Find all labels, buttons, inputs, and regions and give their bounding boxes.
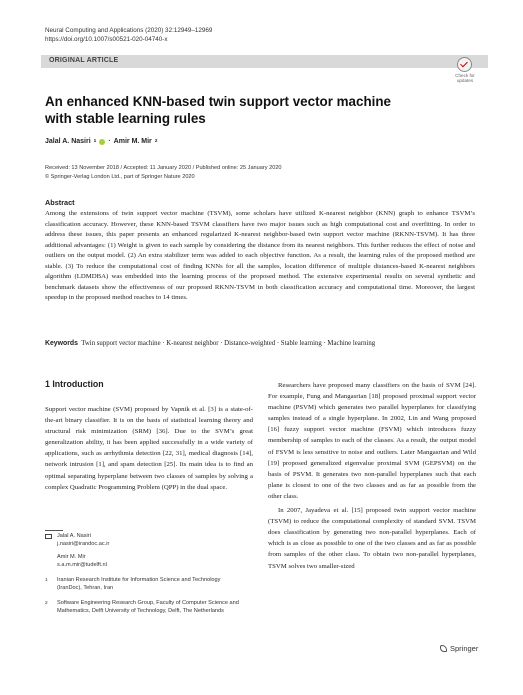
contact-name-2: Amir M. Mir xyxy=(57,554,86,560)
affiliation-1: Iranian Research Institute for Information Science and Technology (IranDoc), Tehran, Iran xyxy=(57,577,221,591)
abstract-text: Among the extensions of twin support vector machine (TSVM), some scholars have utilized K-nearest neighbor (KNN) graph to enhance TSVM’s classification accuracy. However, these KNN-based TSVM classifiers have two major issues such as high computational cost and overfitting. In order to address these issues, this paper presents an enhanced regularized K-nearest neighbor-based twin support vector machine (RKNN-TSVM). It has three additional advantages: (1) Weight is given to each sample by considering the distance from its nearest neighbors. This further reduces the effect of noise and outliers on the output model. (2) An extra stabilizer term was added to each objective function. As a result, the learning rules of the proposed method are stable. (3) To reduce the computational cost of finding KNNs for all the samples, location difference of multiple distances-based K-nearest neighbors algorithm (LDMDBA) was embedded into the learning process of the proposed method. The extensive experimental results on several synthetic and benchmark datasets show the effectiveness of our proposed RKNN-TSVM in both classification accuracy and computational time. Moreover, the largest speedup in the proposed method reaches to 14 times. xyxy=(45,210,475,301)
contact-name-1: Jalal A. Nasiri xyxy=(57,533,91,539)
author-1-affiliation: 1 xyxy=(93,139,97,144)
intro-paragraph-1: Support vector machine (SVM) proposed by Vapnik et al. [3] is a state-of-the-art binary classifier. It is on the basis of statistical learning theory and structural risk minimization (SRM) [36]. Due to the SVM’s great generalization ability, it has been applied successfully in a wide variety of applications, such as arrhythmia detection [22, 31], medical diagnosis [14], network intrusion [1], and spam detection [25]. Its main idea is to find an optimal separating hyperplane between two classes of samples by solving a complex Quadratic Programming Problem (QPP) in the dual space. xyxy=(45,406,253,491)
intro-paragraph-3: In 2007, Jayadeva et al. [15] proposed twin support vector machine (TSVM) to reduce the computational complexity of standard SVM. TSVM does classification by generating two non-parallel hyperplanes. Each of which is as close as possible to one of the two classes and as far as possible from samples of the other class. To obtain two non-parallel hyperplanes, TSVM solves two smaller-sized xyxy=(268,507,476,570)
intro-paragraph-2: Researchers have proposed many classifiers on the basis of SVM [24]. For example, Fung and Mangasrian [18] proposed proximal support vector machine (PSVM) which generates two parallel hyperplanes for classifying samples instead of a single hyperplane. In 2002, Lin and Wang proposed [16] fuzzy support vector machine (FSVM) which introduces fuzzy membership of samples to each of the classes. As a result, the output model of FSVM is less sensitive to noise and outliers. Later Mangasrian and Wild [19] proposed generalized eigenvalue proximal SVM (GEPSVM) on the basis of PSVM. It generates two non-parallel hyperplanes such that each plane is closest to one of the two classes and as far as possible from the other class. xyxy=(268,382,476,500)
orcid-icon[interactable] xyxy=(99,139,105,145)
article-type-label: ORIGINAL ARTICLE xyxy=(49,57,119,64)
affiliation-2: Software Engineering Research Group, Faculty of Computer Science and Mathematics, Delft University of Technology, Delft, The Netherlands xyxy=(57,600,239,614)
check-for-updates-badge[interactable] xyxy=(449,57,481,85)
footnote-divider xyxy=(45,530,63,531)
author-1-name[interactable]: Jalal A. Nasiri xyxy=(45,138,91,145)
author-list xyxy=(45,138,157,145)
doi-link[interactable]: https://doi.org/10.1007/s00521-020-04740-x xyxy=(45,36,168,43)
author-2-name[interactable]: Amir M. Mir xyxy=(113,138,152,145)
check-updates-label: Check for updates xyxy=(455,73,475,83)
keywords-list: Twin support vector machine · K-nearest neighbor · Distance-weighted · Stable learning · Machine learning xyxy=(81,340,376,347)
left-column xyxy=(45,404,253,493)
contact-author-1 xyxy=(57,533,109,548)
article-title xyxy=(45,93,445,127)
received-accepted-published: Received: 13 November 2018 / Accepted: 11 January 2020 / Published online: 25 January 2020 xyxy=(45,165,282,171)
publication-dates xyxy=(45,164,282,181)
publisher-name: Springer xyxy=(450,644,479,653)
copyright-line: © Springer-Verlag London Ltd., part of Springer Nature 2020 xyxy=(45,173,195,180)
contact-email-2[interactable]: s.a.m.mir@tudelft.nl xyxy=(57,561,107,568)
journal-header xyxy=(45,26,212,44)
affiliation-1-number: 1 xyxy=(45,578,48,583)
affiliation-2-number: 2 xyxy=(45,601,48,606)
check-updates-icon xyxy=(457,57,472,72)
section-heading-introduction: 1 Introduction xyxy=(45,379,104,389)
contact-email-1[interactable]: j.nasiri@irandoc.ac.ir xyxy=(57,540,110,547)
contact-author-2 xyxy=(57,554,107,569)
publisher-footer xyxy=(440,644,478,653)
article-type-bar xyxy=(41,55,488,68)
right-column xyxy=(268,380,476,572)
keywords-line xyxy=(45,340,485,347)
title-line-1: An enhanced KNN-based twin support vector machine xyxy=(45,94,391,109)
author-separator: · xyxy=(108,138,111,145)
journal-citation: Neural Computing and Applications (2020) 32:12949–12969 xyxy=(45,27,213,34)
abstract-heading: Abstract xyxy=(45,198,75,207)
title-line-2: with stable learning rules xyxy=(45,111,206,126)
envelope-icon xyxy=(45,534,52,539)
author-2-affiliation: 2 xyxy=(154,139,158,144)
springer-logo-icon xyxy=(440,645,447,652)
keywords-label: Keywords xyxy=(45,340,78,347)
